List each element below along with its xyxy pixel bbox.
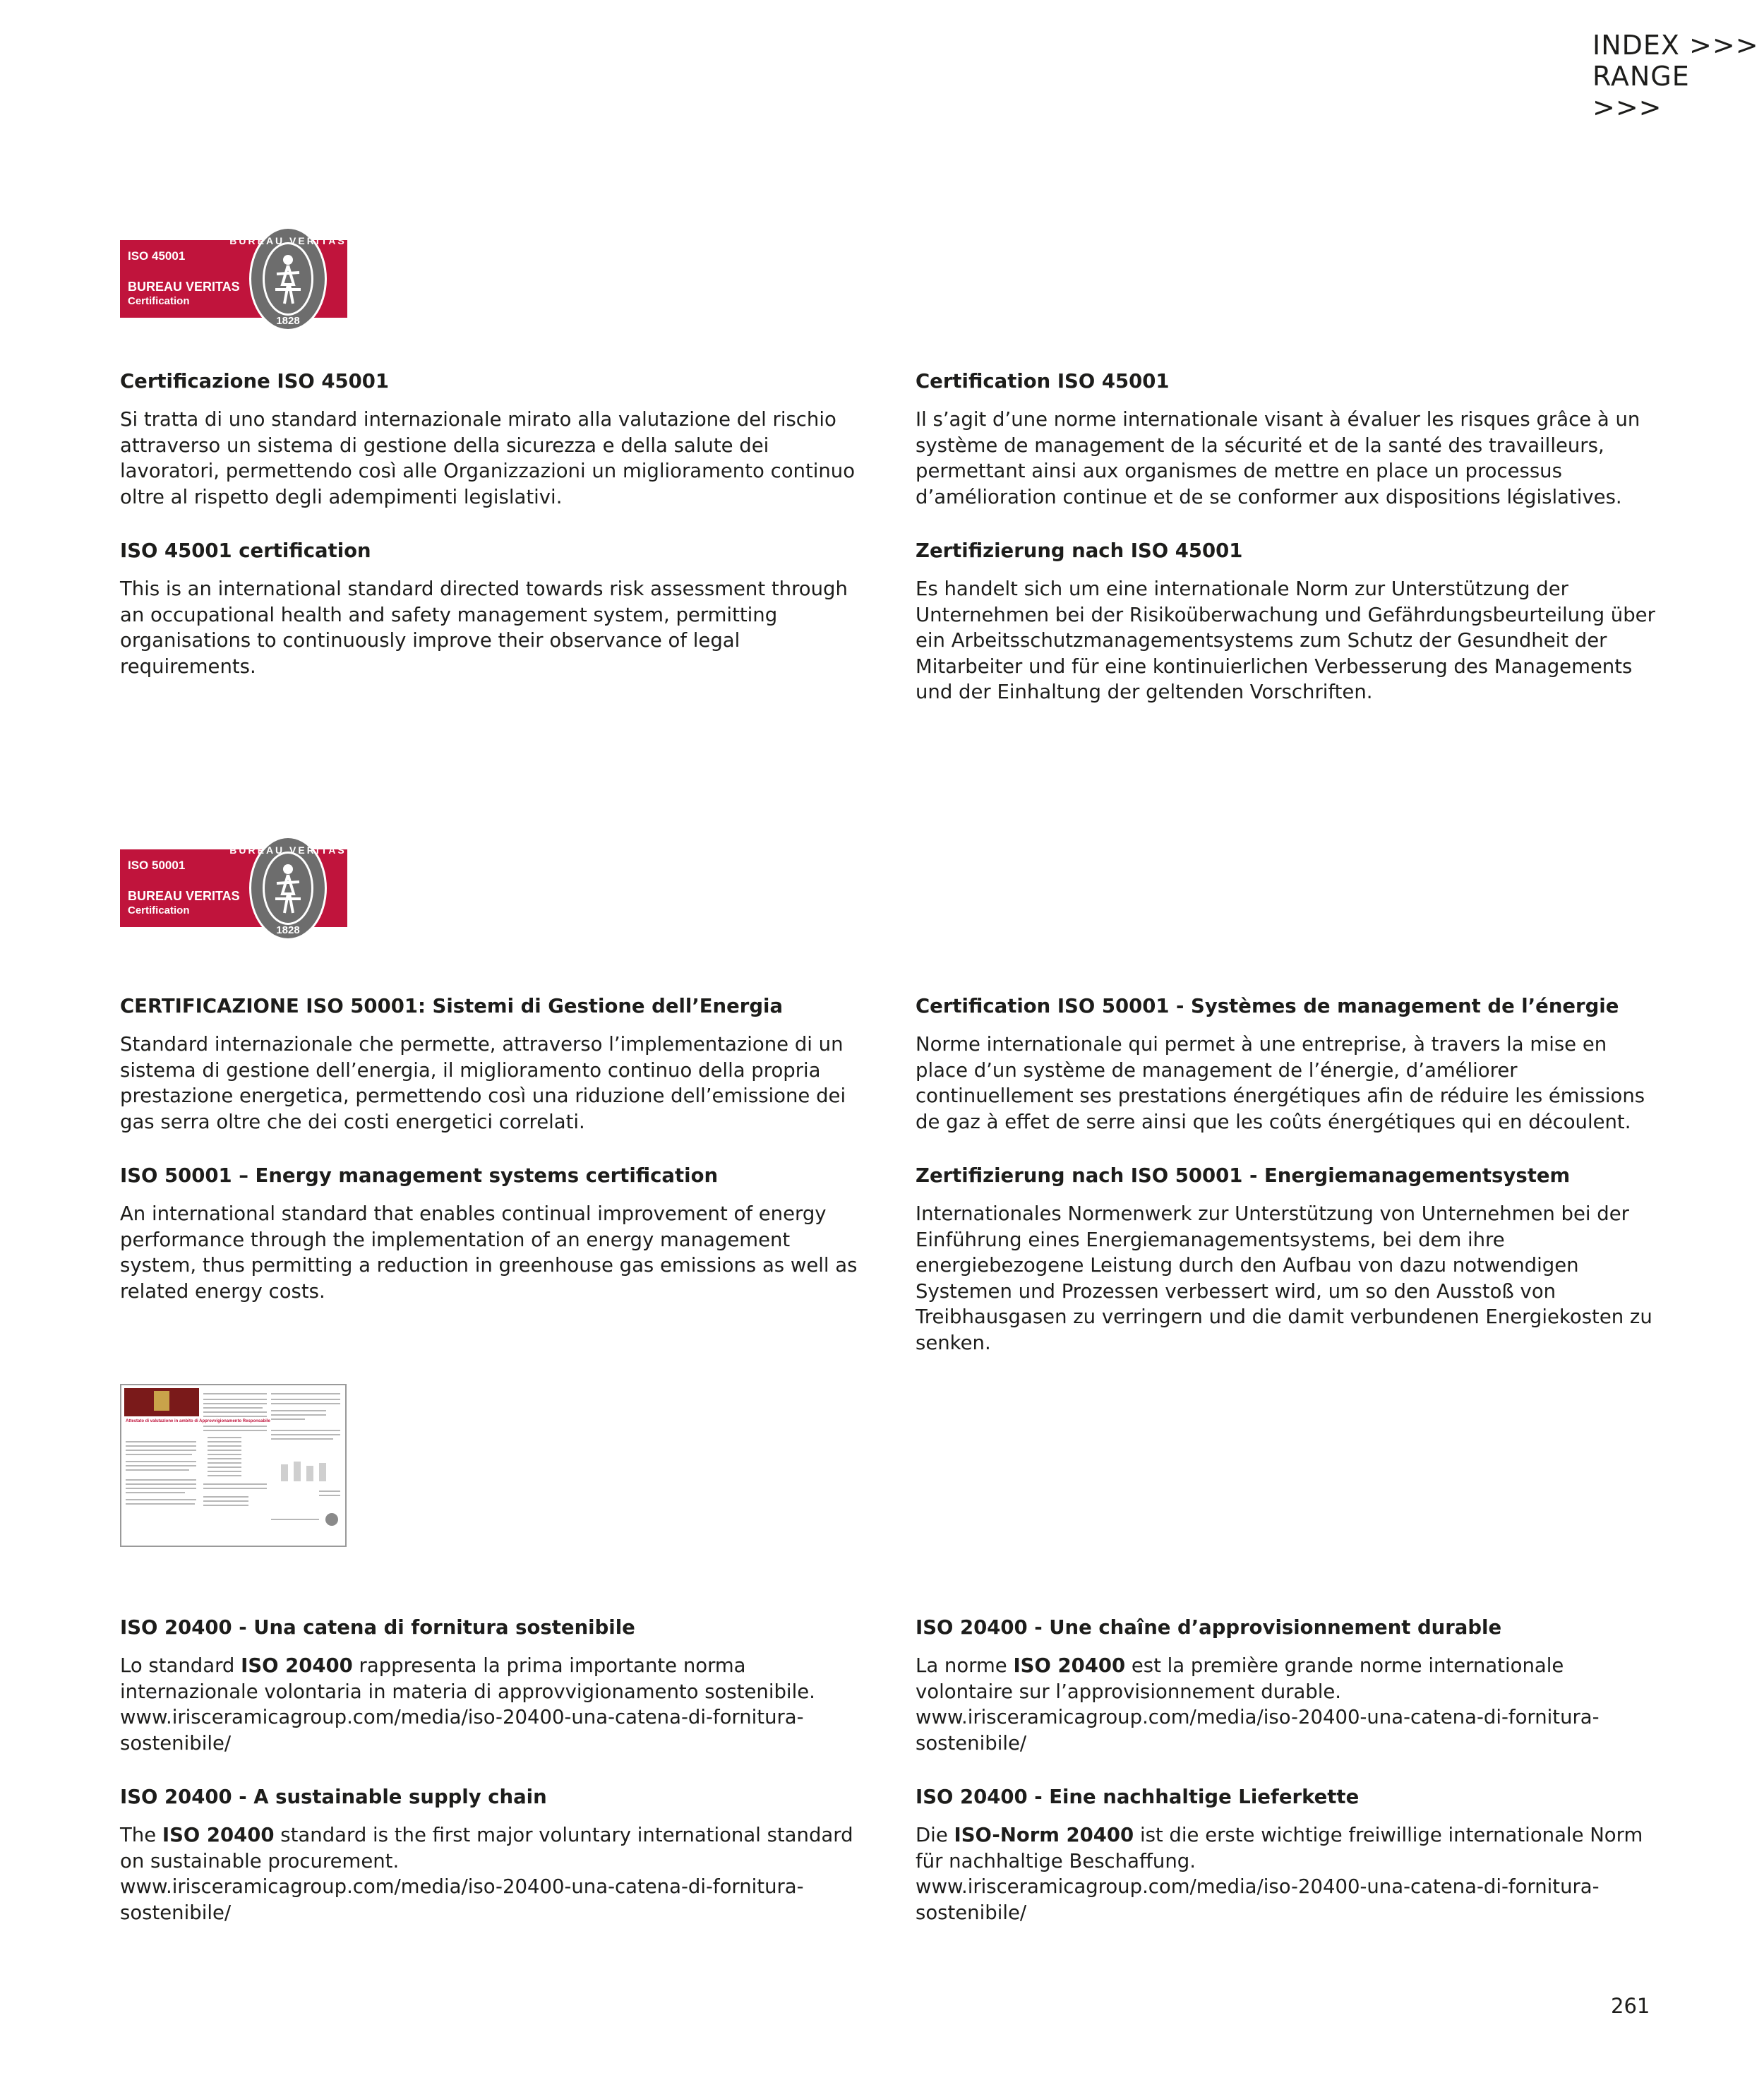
iso20400-it-title: ISO 20400 - Una catena di fornitura sostenibile (120, 1616, 635, 1639)
iso20400-certificate-thumbnail (120, 1384, 347, 1547)
iso-45001-certification-badge (120, 225, 347, 334)
iso50001-fr-title: Certification ISO 50001 - Systèmes de management de l’énergie (916, 995, 1619, 1017)
certificate-thumbnail-graphic (121, 1385, 345, 1546)
iso20400-fr-title: ISO 20400 - Une chaîne d’approvisionnement durable (916, 1616, 1502, 1639)
iso20400-de-title: ISO 20400 - Eine nachhaltige Lieferkette (916, 1786, 1360, 1808)
iso45001-fr-title: Certification ISO 45001 (916, 370, 1170, 393)
range-link[interactable]: RANGE >>> (1592, 61, 1690, 123)
iso50001-it-block (120, 992, 868, 1135)
iso20400-it-body: Lo standard ISO 20400 rappresenta la prima importante norma internazionale volontaria in materia di approvvigionamento sostenibile. www.irisceramicagroup.com/media/iso-20400-una-catena-di-fornitura-sostenibile/ (120, 1654, 815, 1755)
iso20400-link[interactable]: www.irisceramicagroup.com/media/iso-20400-una-catena-di-fornitura-sostenibile/ (916, 1706, 1600, 1755)
iso45001-de-body: Es handelt sich um eine internationale Norm zur Unterstützung der Unternehmen bei der Risikoüberwachung und Gefährdungsbeurteilung über ein Arbeitsschutzmanagementsystems zum Schutz der Gesundheit der Mitarbeiter und für eine kontinuierlichen Verbesserung des Managements und der Einhaltung der geltenden Vorschriften. (916, 578, 1655, 703)
badge-org-label: BUREAU VERITAS (128, 280, 240, 294)
seal-text: BUREAU VERITAS (229, 844, 347, 856)
iso50001-de-title: Zertifizierung nach ISO 50001 - Energiemanagementsystem (916, 1164, 1571, 1187)
seal-text: BUREAU VERITAS (229, 235, 347, 246)
iso45001-de-title: Zertifizierung nach ISO 45001 (916, 539, 1243, 562)
iso20400-fr-block (916, 1613, 1664, 1756)
iso50001-en-body: An international standard that enables continual improvement of energy performance through the implementation of an energy management system, thus permitting a reduction in greenhouse gas emissions as well as related energy costs. (120, 1202, 858, 1303)
iso20400-it-block (120, 1613, 868, 1756)
badge-sub-label: Certification (128, 904, 190, 916)
badge-sub-label: Certification (128, 295, 190, 307)
badge-standard-label: ISO 50001 (128, 859, 186, 872)
iso45001-en-title: ISO 45001 certification (120, 539, 371, 562)
top-nav (1592, 30, 1764, 123)
iso50001-fr-block (916, 992, 1664, 1135)
iso50001-de-body: Internationales Normenwerk zur Unterstützung von Unternehmen bei der Einführung eines Energiemanagementsystems, bei dem ihre energiebezogene Leistung durch den Aufbau von dazu notwendigen Systemen und Prozessen verbessert wird, um so den Ausstoß von Treibhausgasen zu verringern und die damit verbundenen Energiekosten zu senken. (916, 1202, 1652, 1354)
thumbnail-title: Attestato di valutazione in ambito di Approvvigionamento Responsabile (126, 1419, 270, 1423)
iso50001-de-block (916, 1161, 1664, 1356)
iso20400-en-body: The ISO 20400 standard is the first major voluntary international standard on sustainable procurement. www.irisceramicagroup.com/media/iso-20400-una-catena-di-fornitura-sostenibile/ (120, 1824, 853, 1924)
iso50001-fr-body: Norme internationale qui permet à une entreprise, à travers la mise en place d’un système de management de l’énergie, d’améliorer continuellement ses prestations énergétiques afin de réduire les émissions de gaz à effet de serre ainsi que les coûts énergétiques qui en découlent. (916, 1033, 1645, 1133)
iso20400-de-block (916, 1783, 1664, 1925)
iso45001-de-block (916, 537, 1664, 705)
iso45001-fr-body: Il s’agit d’une norme internationale visant à évaluer les risques grâce à un système de management de la sécurité et de la santé des travailleurs, permettant ainsi aux organismes de mettre en place un processus d’amélioration continue et de se conformer aux dispositions législatives. (916, 408, 1640, 508)
iso20400-de-body: Die ISO-Norm 20400 ist die erste wichtige freiwillige internationale Norm für nachhaltige Beschaffung. www.irisceramicagroup.com/media/iso-20400-una-catena-di-fornitura-sostenibile/ (916, 1824, 1643, 1924)
iso50001-it-title: CERTIFICAZIONE ISO 50001: Sistemi di Gestione dell’Energia (120, 995, 784, 1017)
iso20400-link[interactable]: www.irisceramicagroup.com/media/iso-20400-una-catena-di-fornitura-sostenibile/ (120, 1875, 804, 1924)
iso50001-en-block (120, 1161, 868, 1304)
iso45001-it-title: Certificazione ISO 45001 (120, 370, 389, 393)
iso45001-it-body: Si tratta di uno standard internazionale mirato alla valutazione del rischio attraverso un sistema di gestione della sicurezza e della salute dei lavoratori, permettendo così alle Organizzazioni un miglioramento continuo oltre al rispetto degli adempimenti legislativi. (120, 408, 856, 508)
iso45001-it-block (120, 367, 868, 510)
iso20400-en-block (120, 1783, 868, 1925)
iso20400-fr-body: La norme ISO 20400 est la première grande norme internationale volontaire sur l’approvisionnement durable. www.irisceramicagroup.com/media/iso-20400-una-catena-di-fornitura-sostenibile/ (916, 1654, 1600, 1755)
iso20400-link[interactable]: www.irisceramicagroup.com/media/iso-20400-una-catena-di-fornitura-sostenibile/ (916, 1875, 1600, 1924)
iso45001-en-block (120, 537, 868, 679)
badge-standard-label: ISO 45001 (128, 249, 186, 263)
iso50001-it-body: Standard internazionale che permette, attraverso l’implementazione di un sistema di gestione dell’energia, il miglioramento continuo della propria prestazione energetica, permettendo così una riduzione dell’emissione dei gas serra oltre che dei costi energetici correlati. (120, 1033, 846, 1133)
iso45001-fr-block (916, 367, 1664, 510)
iso20400-en-title: ISO 20400 - A sustainable supply chain (120, 1786, 547, 1808)
iso20400-link[interactable]: www.irisceramicagroup.com/media/iso-20400-una-catena-di-fornitura-sostenibile/ (120, 1706, 804, 1755)
iso45001-en-body: This is an international standard directed towards risk assessment through an occupational health and safety management system, permitting organisations to continuously improve their observance of legal requirements. (120, 578, 848, 678)
seal-year: 1828 (276, 924, 300, 936)
iso50001-en-title: ISO 50001 – Energy management systems certification (120, 1164, 719, 1187)
badge-org-label: BUREAU VERITAS (128, 889, 240, 903)
index-link[interactable]: INDEX >>> (1592, 30, 1759, 61)
seal-year: 1828 (276, 315, 300, 327)
page-number: 261 (1611, 1994, 1650, 2018)
iso-50001-certification-badge (120, 834, 347, 943)
